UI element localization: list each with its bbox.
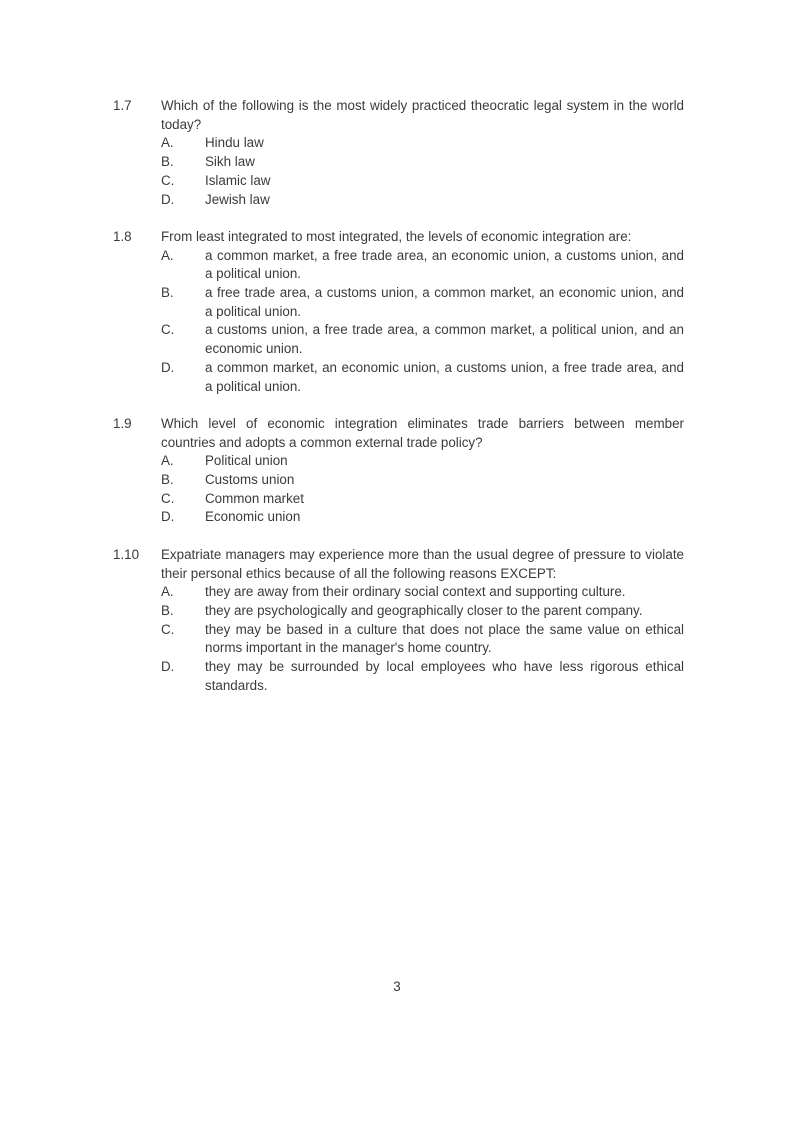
option-letter: B. bbox=[161, 602, 174, 618]
option-C bbox=[161, 490, 684, 509]
option-D bbox=[161, 359, 684, 396]
option-text: they are away from their ordinary social context and supporting culture. bbox=[205, 584, 626, 600]
question-number: 1.7 bbox=[113, 98, 132, 113]
option-C bbox=[161, 172, 684, 191]
option-text: a common market, a free trade area, an economic union, a customs union, and a political union. bbox=[205, 247, 684, 282]
option-D bbox=[161, 191, 684, 210]
option-text: Sikh law bbox=[205, 154, 255, 170]
question-text: Which level of economic integration eliminates trade barriers between member countries and adopts a common external trade policy? bbox=[161, 415, 684, 450]
option-letter: B. bbox=[161, 154, 174, 170]
option-text: Islamic law bbox=[205, 172, 271, 188]
option-A bbox=[161, 583, 684, 602]
question-text: Expatriate managers may experience more than the usual degree of pressure to violate their personal ethics because of all the following reasons EXCEPT: bbox=[161, 546, 684, 581]
option-letter: D. bbox=[161, 659, 175, 675]
question-number: 1.8 bbox=[113, 228, 132, 244]
option-text: a free trade area, a customs union, a common market, an economic union, and a political union. bbox=[205, 285, 684, 319]
option-A bbox=[161, 452, 684, 471]
option-letter: C. bbox=[161, 322, 175, 338]
option-text: they may be based in a culture that does not place the same value on ethical norms important in the manager's home country. bbox=[205, 621, 684, 656]
question-block-1.10 bbox=[113, 546, 684, 696]
option-letter: A. bbox=[161, 584, 174, 600]
option-text: Economic union bbox=[205, 509, 301, 525]
option-text: a common market, an economic union, a customs union, a free trade area, and a political union. bbox=[205, 359, 684, 394]
option-letter: D. bbox=[161, 509, 175, 525]
question-body bbox=[161, 546, 684, 696]
option-text: a customs union, a free trade area, a common market, a political union, and an economic union. bbox=[205, 322, 684, 357]
question-block-1.9 bbox=[113, 415, 684, 527]
option-text: Customs union bbox=[205, 472, 295, 488]
question-block-1.7 bbox=[113, 97, 684, 209]
question-text: Which of the following is the most widely practiced theocratic legal system in the world today? bbox=[161, 98, 684, 132]
option-B bbox=[161, 471, 684, 490]
option-text: they may be surrounded by local employees who have less rigorous ethical standards. bbox=[205, 659, 684, 693]
option-letter: B. bbox=[161, 472, 174, 488]
option-C bbox=[161, 621, 684, 658]
option-D bbox=[161, 508, 684, 527]
option-letter: C. bbox=[161, 621, 175, 637]
option-text: Jewish law bbox=[205, 191, 270, 207]
option-letter: D. bbox=[161, 359, 175, 375]
option-B bbox=[161, 602, 684, 621]
question-number: 1.10 bbox=[113, 546, 140, 562]
option-B bbox=[161, 153, 684, 172]
option-letter: A. bbox=[161, 247, 174, 263]
option-letter: A. bbox=[161, 135, 174, 151]
option-letter: C. bbox=[161, 490, 175, 506]
option-B bbox=[161, 284, 684, 321]
option-text: Political union bbox=[205, 453, 288, 469]
question-body bbox=[161, 415, 684, 527]
question-body bbox=[161, 97, 684, 209]
option-letter: C. bbox=[161, 172, 175, 188]
option-letter: D. bbox=[161, 191, 175, 207]
option-A bbox=[161, 134, 684, 153]
option-letter: A. bbox=[161, 453, 174, 469]
question-text: From least integrated to most integrated, the levels of economic integration are: bbox=[161, 228, 632, 244]
option-text: Common market bbox=[205, 490, 304, 506]
option-D bbox=[161, 658, 684, 695]
option-letter: B. bbox=[161, 285, 174, 301]
option-C bbox=[161, 321, 684, 358]
question-body bbox=[161, 228, 684, 396]
page-number: 3 bbox=[393, 979, 401, 994]
option-A bbox=[161, 247, 684, 284]
option-text: they are psychologically and geographically closer to the parent company. bbox=[205, 602, 643, 618]
question-block-1.8 bbox=[113, 228, 684, 396]
option-text: Hindu law bbox=[205, 135, 264, 151]
question-number: 1.9 bbox=[113, 415, 132, 431]
